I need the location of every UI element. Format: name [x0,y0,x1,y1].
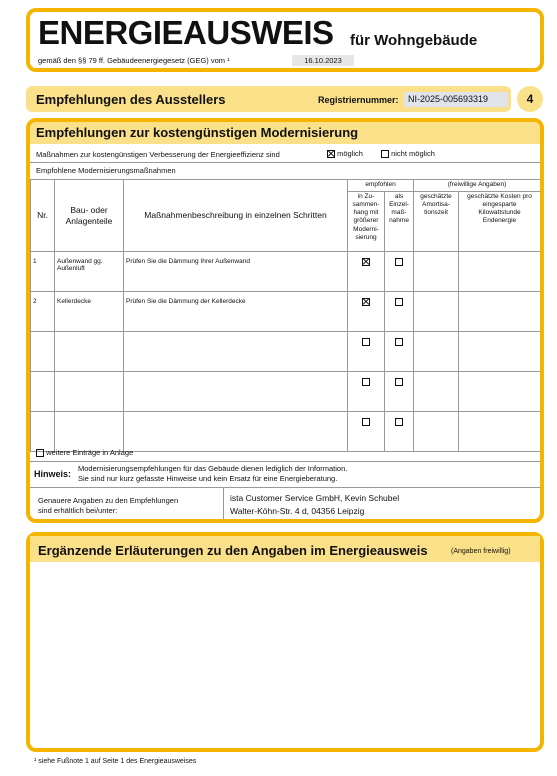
col-group-recommended: empfohlen [348,180,414,192]
possibility-statement: Maßnahmen zur kostengünstigen Verbesserung der Energieeffizienz sind [36,150,280,159]
col-nr: Nr. [31,180,55,252]
option-possible-label: möglich [337,149,363,158]
option-possible[interactable] [327,149,363,158]
row-single-checkbox[interactable] [385,252,414,292]
row-description: Prüfen Sie die Dämmung Ihrer Außenwand [124,252,348,292]
option-not-possible-label: nicht möglich [391,149,435,158]
row-nr [31,332,55,372]
checkbox-unchecked-icon[interactable] [362,418,370,426]
contact-address: Walter-Köhn-Str. 4 d, 04356 Leipzig [230,505,365,516]
supplementary-panel [26,532,544,752]
more-entries-label: weitere Einträge in Anlage [46,448,134,457]
row-cost [459,332,541,372]
checkbox-unchecked-icon[interactable] [36,449,44,457]
checkbox-unchecked-icon[interactable] [395,258,403,266]
row-component [55,412,124,452]
checkbox-unchecked-icon[interactable] [395,378,403,386]
footnote: ¹ siehe Fußnote 1 auf Seite 1 des Energieausweises [34,758,197,765]
more-entries[interactable] [36,448,133,457]
measures-table [30,179,541,452]
checkbox-unchecked-icon[interactable] [395,338,403,346]
checkbox-checked-icon[interactable] [362,258,370,266]
row-combined-checkbox[interactable] [348,252,385,292]
col-group-optional: (freiwillige Angaben) [414,180,541,192]
row-single-checkbox[interactable] [385,372,414,412]
contact-box [30,487,540,523]
checkbox-unchecked-icon[interactable] [381,150,389,158]
row-amortisation [414,412,459,452]
checkbox-unchecked-icon[interactable] [395,418,403,426]
table-row [31,372,541,412]
row-combined-checkbox[interactable] [348,372,385,412]
hint-box [30,461,540,486]
hint-label: Hinweis: [34,469,72,479]
row-nr [31,412,55,452]
row-description [124,332,348,372]
row-single-checkbox[interactable] [385,292,414,332]
registration-number-field: NI-2025-005693319 [404,92,508,107]
row-amortisation [414,372,459,412]
supplementary-title: Ergänzende Erläuterungen zu den Angaben im Energieausweis [38,543,428,558]
contact-label [38,496,178,516]
row-amortisation [414,252,459,292]
section-bar [26,86,511,112]
divider [223,488,224,523]
row-amortisation [414,332,459,372]
row-cost [459,412,541,452]
row-combined-checkbox[interactable] [348,292,385,332]
legal-date-field: 16.10.2023 [292,55,354,66]
row-description [124,372,348,412]
table-caption: Empfohlene Modernisierungsmaßnahmen [36,166,176,175]
col-description: Maßnahmenbeschreibung in einzelnen Schritten [124,180,348,252]
hint-line: Modernisierungsempfehlungen für das Gebäude dienen lediglich der Information. [78,464,348,473]
row-component: Außenwand gg. Außenluft [55,252,124,292]
row-nr: 2 [31,292,55,332]
divider [30,162,540,163]
contact-label-line: Genauere Angaben zu den Empfehlungen [38,496,179,505]
row-description: Prüfen Sie die Dämmung der Kellerdecke [124,292,348,332]
recommendations-title: Empfehlungen zur kostengünstigen Modernisierung [30,122,540,144]
col-combined: in Zu-sammen-hang mit größerer Moderni-sierung [348,192,385,252]
row-nr [31,372,55,412]
document-subtitle: für Wohngebäude [350,32,478,49]
row-component [55,372,124,412]
supplementary-note: (Angaben freiwillig) [451,548,511,555]
row-single-checkbox[interactable] [385,412,414,452]
col-amortisation: geschätzte Amortisa-tionszeit [414,192,459,252]
row-amortisation [414,292,459,332]
table-row [31,252,541,292]
document-title: ENERGIEAUSWEIS [38,14,334,51]
hint-text [78,464,347,484]
contact-label-line: sind erhältlich bei/unter: [38,505,118,515]
row-cost [459,372,541,412]
supplementary-header [30,536,540,562]
row-combined-checkbox[interactable] [348,412,385,452]
table-row [31,332,541,372]
section-title: Empfehlungen des Ausstellers [36,92,226,107]
checkbox-checked-icon[interactable] [327,150,335,158]
hint-line: Sie sind nur kurz gefasste Hinweise und kein Ersatz für eine Energieberatung. [78,473,338,483]
legal-basis-line: gemäß den §§ 79 ff. Gebäudeenergiegesetz (GEG) vom ¹ [38,56,230,65]
row-description [124,412,348,452]
col-single: als Einzel-maß-nahme [385,192,414,252]
option-not-possible[interactable] [381,149,435,158]
row-component: Kellerdecke [55,292,124,332]
row-cost [459,292,541,332]
row-single-checkbox[interactable] [385,332,414,372]
row-cost [459,252,541,292]
table-row [31,412,541,452]
checkbox-checked-icon[interactable] [362,298,370,306]
checkbox-unchecked-icon[interactable] [362,378,370,386]
checkbox-unchecked-icon[interactable] [395,298,403,306]
registration-label: Registriernummer: [318,95,399,105]
col-component: Bau- oder Anlagenteile [55,180,124,252]
title-block [26,8,544,72]
col-cost: geschätzte Kosten pro eingesparte Kilowattstunde Endenergie [459,192,541,252]
contact-details [230,492,399,518]
recommendations-panel [26,118,544,523]
row-component [55,332,124,372]
contact-name: ista Customer Service GmbH, Kevin Schubel [230,493,400,503]
checkbox-unchecked-icon[interactable] [362,338,370,346]
row-combined-checkbox[interactable] [348,332,385,372]
page-number-badge: 4 [517,86,543,112]
table-row [31,292,541,332]
row-nr: 1 [31,252,55,292]
